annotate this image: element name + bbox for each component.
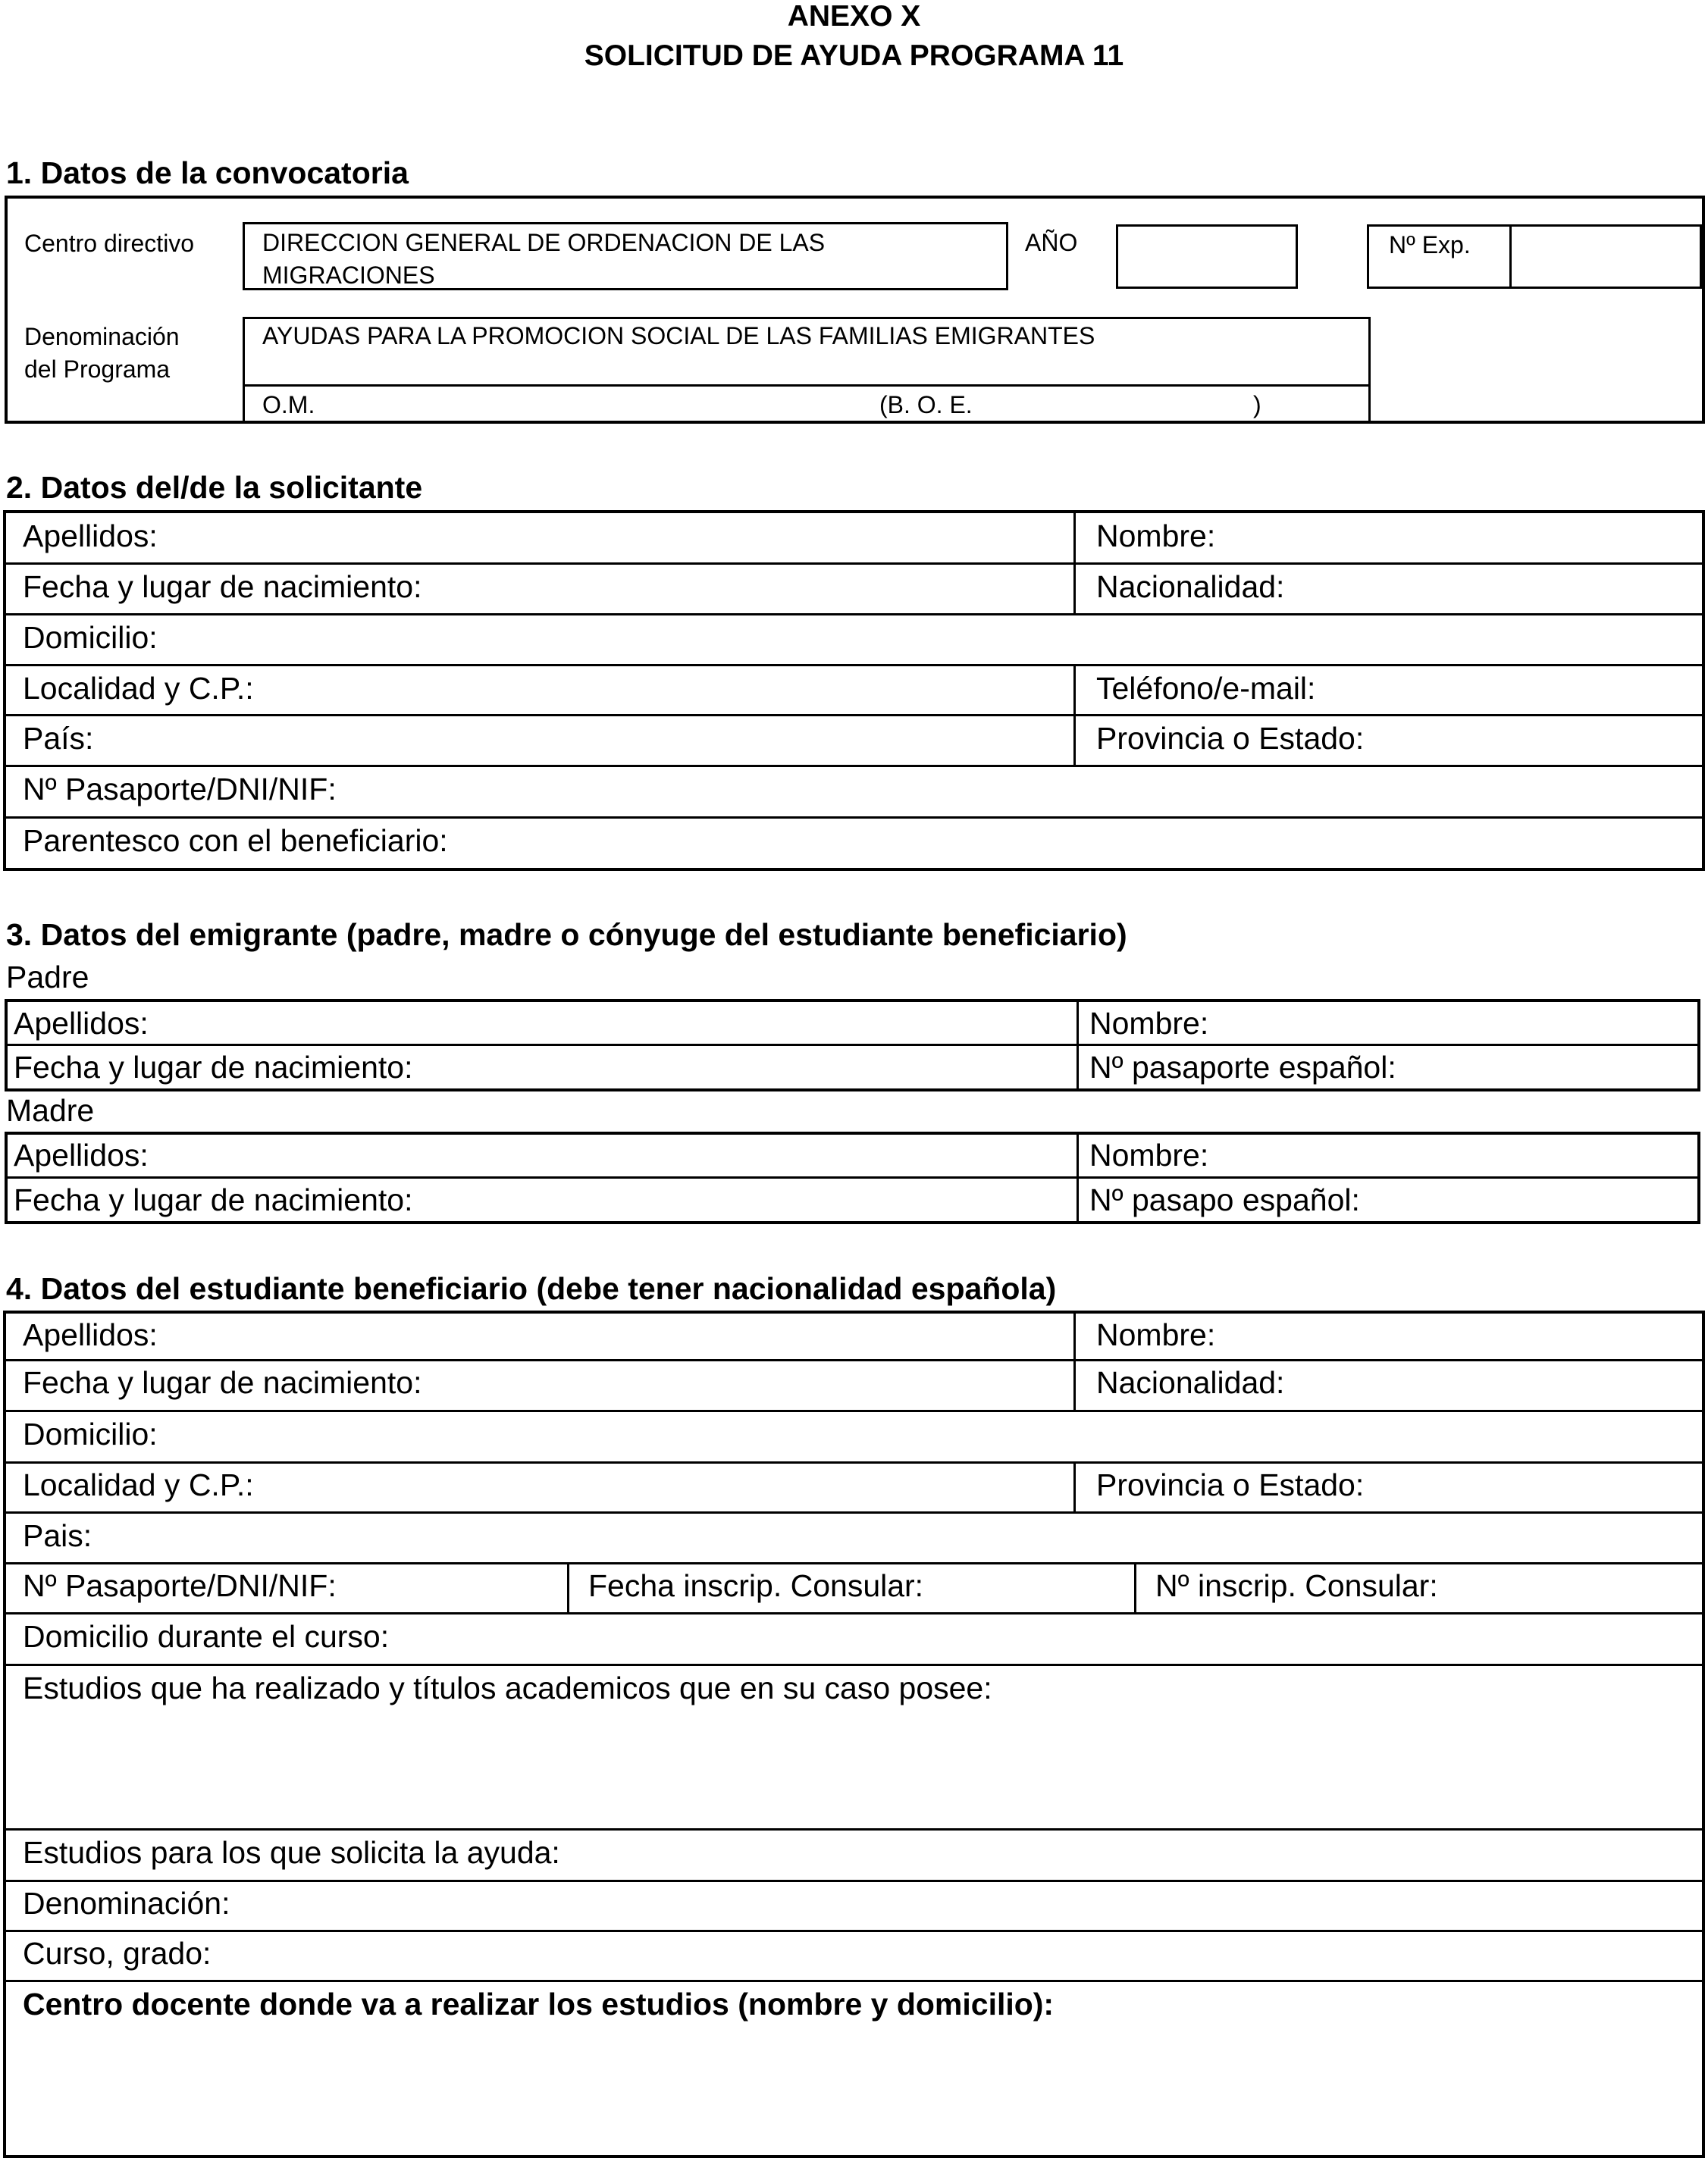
anio-field[interactable] xyxy=(1116,224,1298,289)
madre-col-divider xyxy=(1077,1132,1079,1224)
s2-pasaporte-field[interactable]: Nº Pasaporte/DNI/NIF: xyxy=(23,772,337,806)
s2-col-divider xyxy=(1073,664,1076,767)
s2-domicilio-field[interactable]: Domicilio: xyxy=(23,620,158,655)
annex-title: ANEXO X xyxy=(787,0,921,33)
nexp-label: Nº Exp. xyxy=(1389,231,1471,258)
s4-pasaporte-field[interactable]: Nº Pasaporte/DNI/NIF: xyxy=(23,1568,337,1603)
s4-row-divider xyxy=(3,1410,1705,1412)
madre-fecha-field[interactable]: Fecha y lugar de nacimiento: xyxy=(14,1182,413,1217)
s4-fecha-lugar-field[interactable]: Fecha y lugar de nacimiento: xyxy=(23,1365,422,1400)
anio-label: AÑO xyxy=(1025,229,1078,256)
s4-row-divider xyxy=(3,1930,1705,1932)
padre-row-divider xyxy=(5,1044,1700,1046)
s2-parentesco-field[interactable]: Parentesco con el beneficiario: xyxy=(23,823,448,858)
s2-row-divider xyxy=(3,714,1705,716)
s2-nombre-field[interactable]: Nombre: xyxy=(1096,518,1216,553)
om-label: O.M. xyxy=(262,391,315,418)
s4-pais-field[interactable]: Pais: xyxy=(23,1518,92,1553)
section2-heading: 2. Datos del/de la solicitante xyxy=(6,470,423,505)
s4-row-divider xyxy=(3,1562,1705,1564)
s4-col-divider xyxy=(1073,1311,1076,1410)
s4-curso-grado-field[interactable]: Curso, grado: xyxy=(23,1936,212,1971)
s4-row-divider xyxy=(3,1511,1705,1514)
boe-close: ) xyxy=(1253,391,1261,418)
s4-estudios-solicita-field[interactable]: Estudios para los que solicita la ayuda: xyxy=(23,1835,560,1870)
s4-denominacion-field[interactable]: Denominación: xyxy=(23,1886,230,1921)
s2-fecha-lugar-field[interactable]: Fecha y lugar de nacimiento: xyxy=(23,569,422,604)
s2-provincia-field[interactable]: Provincia o Estado: xyxy=(1096,721,1365,756)
s2-row-divider xyxy=(3,562,1705,565)
s2-row-divider xyxy=(3,765,1705,767)
s2-nacionalidad-field[interactable]: Nacionalidad: xyxy=(1096,569,1285,604)
s4-row-divider xyxy=(3,1828,1705,1831)
madre-apellidos-field[interactable]: Apellidos: xyxy=(14,1138,149,1173)
madre-pasaporte-field[interactable]: Nº pasapo español: xyxy=(1089,1182,1360,1217)
boe-label: (B. O. E. xyxy=(879,391,973,418)
padre-pasaporte-field[interactable]: Nº pasaporte español: xyxy=(1089,1050,1396,1085)
om-divider xyxy=(243,384,1371,387)
madre-row-divider xyxy=(5,1176,1700,1179)
s4-row-divider xyxy=(3,1461,1705,1464)
padre-label: Padre xyxy=(6,960,89,994)
nexp-field[interactable] xyxy=(1512,227,1700,287)
padre-apellidos-field[interactable]: Apellidos: xyxy=(14,1006,149,1041)
s2-row-divider xyxy=(3,816,1705,819)
section4-heading: 4. Datos del estudiante beneficiario (debe tener nacionalidad española) xyxy=(6,1271,1057,1306)
s2-row-divider xyxy=(3,664,1705,666)
s4-row-divider xyxy=(3,1359,1705,1361)
denominacion-programa-value: AYUDAS PARA LA PROMOCION SOCIAL DE LAS FAMILIAS EMIGRANTES xyxy=(262,322,1095,349)
s2-pais-field[interactable]: País: xyxy=(23,721,94,756)
s4-col-divider xyxy=(1073,1461,1076,1511)
s4-localidad-field[interactable]: Localidad y C.P.: xyxy=(23,1467,254,1502)
s4-row-divider xyxy=(3,1880,1705,1882)
s4-centro-docente-field[interactable]: Centro docente donde va a realizar los estudios (nombre y domicilio): xyxy=(23,1987,1055,2022)
s4-provincia-field[interactable]: Provincia o Estado: xyxy=(1096,1467,1365,1502)
form-title: SOLICITUD DE AYUDA PROGRAMA 11 xyxy=(584,39,1124,72)
centro-directivo-value-line2: MIGRACIONES xyxy=(262,262,435,289)
s4-apellidos-field[interactable]: Apellidos: xyxy=(23,1317,158,1352)
denominacion-programa-label-line1: Denominación xyxy=(24,323,180,350)
centro-directivo-label: Centro directivo xyxy=(24,230,195,257)
padre-nombre-field[interactable]: Nombre: xyxy=(1089,1006,1209,1041)
s4-domicilio-curso-field[interactable]: Domicilio durante el curso: xyxy=(23,1619,390,1654)
s4-estudios-realizados-field[interactable]: Estudios que ha realizado y títulos academicos que en su caso posee: xyxy=(23,1671,992,1705)
section4-box xyxy=(3,1311,1705,2158)
denominacion-programa-label-line2: del Programa xyxy=(24,355,171,383)
s4-nacionalidad-field[interactable]: Nacionalidad: xyxy=(1096,1365,1285,1400)
s4-col-divider xyxy=(1134,1562,1136,1612)
madre-nombre-field[interactable]: Nombre: xyxy=(1089,1138,1209,1173)
s4-n-consular-field[interactable]: Nº inscrip. Consular: xyxy=(1155,1568,1438,1603)
padre-fecha-field[interactable]: Fecha y lugar de nacimiento: xyxy=(14,1050,413,1085)
s4-row-divider xyxy=(3,1980,1705,1982)
s4-row-divider xyxy=(3,1612,1705,1614)
s2-col-divider xyxy=(1073,510,1076,613)
madre-label: Madre xyxy=(6,1093,95,1128)
s4-nombre-field[interactable]: Nombre: xyxy=(1096,1317,1216,1352)
s4-row-divider xyxy=(3,1664,1705,1666)
s2-row-divider xyxy=(3,613,1705,615)
section1-heading: 1. Datos de la convocatoria xyxy=(6,155,409,190)
padre-col-divider xyxy=(1077,999,1079,1091)
s2-localidad-field[interactable]: Localidad y C.P.: xyxy=(23,671,254,706)
s2-apellidos-field[interactable]: Apellidos: xyxy=(23,518,158,553)
s4-col-divider xyxy=(567,1562,569,1612)
s4-domicilio-field[interactable]: Domicilio: xyxy=(23,1417,158,1452)
s2-telefono-field[interactable]: Teléfono/e-mail: xyxy=(1096,671,1316,706)
s4-fecha-consular-field[interactable]: Fecha inscrip. Consular: xyxy=(588,1568,924,1603)
centro-directivo-value-line1: DIRECCION GENERAL DE ORDENACION DE LAS xyxy=(262,229,826,256)
section3-heading: 3. Datos del emigrante (padre, madre o cónyuge del estudiante beneficiario) xyxy=(6,917,1127,952)
